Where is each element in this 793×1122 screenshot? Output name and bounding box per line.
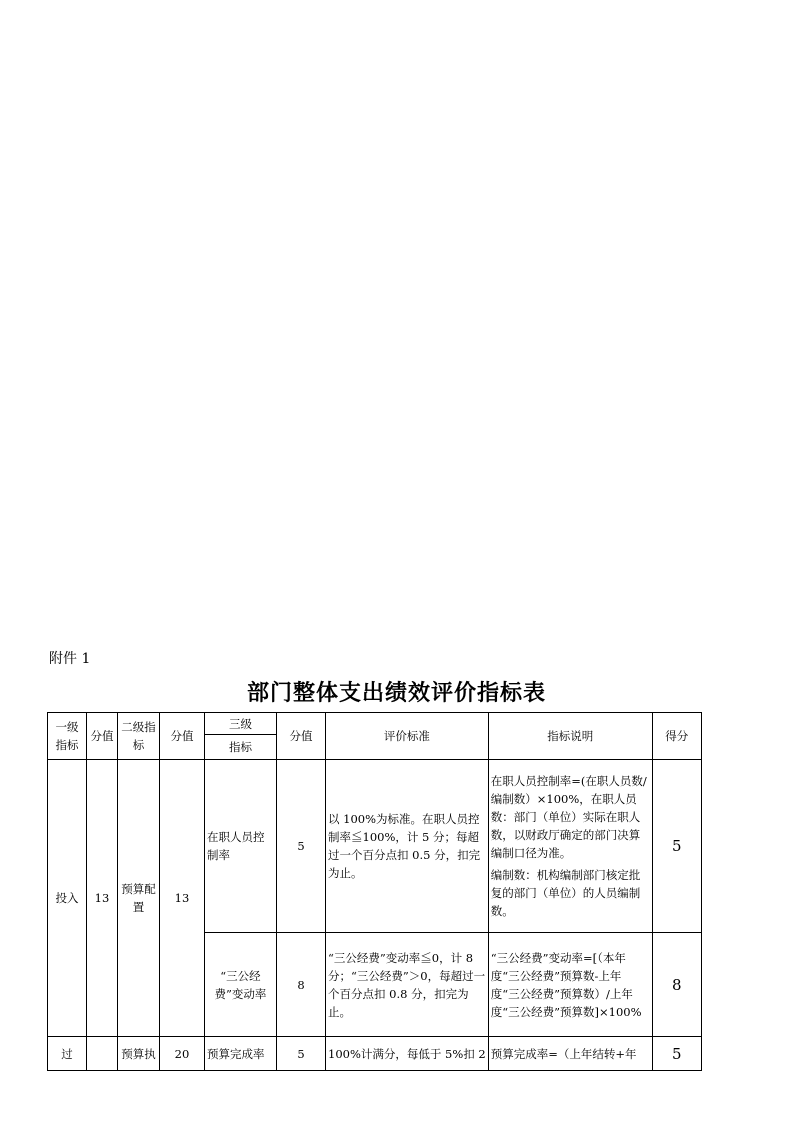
indicator-table	[47, 712, 702, 1071]
table-row	[48, 760, 702, 933]
row-score2: 20	[160, 1037, 205, 1071]
row-result: 5	[652, 1037, 701, 1071]
row-score2: 13	[160, 760, 205, 1037]
row-explanation	[488, 760, 652, 933]
header-level2: 二级指 标	[118, 713, 160, 760]
row-level3: 预算完成率	[205, 1037, 277, 1071]
header-row	[48, 713, 702, 735]
attachment-label: 附件 1	[49, 651, 91, 667]
row-criteria: “三公经费”变动率≦0，计 8 分；“三公经费”＞0，每超过一个百分点扣 0.8 分，扣完为止。	[326, 933, 489, 1037]
document-title: 部门整体支出绩效评价指标表	[246, 681, 546, 706]
row-level1: 过	[48, 1037, 87, 1071]
table-row	[48, 1037, 702, 1071]
header-level1: 一级 指标	[48, 713, 87, 760]
header-level3-bottom: 指标	[205, 735, 277, 760]
header-score1: 分值	[87, 713, 118, 760]
header-score3: 分值	[277, 713, 326, 760]
row-level2: 预算执	[118, 1037, 160, 1071]
row-level3: “三公经 费”变动率	[205, 933, 277, 1037]
header-criteria: 评价标准	[326, 713, 489, 760]
row-score3: 5	[277, 1037, 326, 1071]
explanation-paragraph: 在职人员控制率=(在职人员数/编制数）×100%，在职人员数：部门（单位）实际在职人数，以财政厅确定的部门决算编制口径为准。	[490, 774, 647, 860]
row-score1: 13	[87, 760, 118, 1037]
header-result: 得分	[652, 713, 701, 760]
header-explanation: 指标说明	[488, 713, 652, 760]
row-explanation: 预算完成率=（上年结转+年	[488, 1037, 652, 1071]
row-level3: 在职人员控 制率	[205, 760, 277, 933]
header-level3-top: 三级	[205, 713, 277, 735]
row-result: 5	[652, 760, 701, 933]
row-explanation: “三公经费”变动率=[（本年度“三公经费”预算数-上年度“三公经费”预算数）/上年度“三公经费”预算数]×100%	[488, 933, 652, 1037]
row-criteria: 100%计满分，每低于 5%扣 2	[326, 1037, 489, 1071]
header-score2: 分值	[160, 713, 205, 760]
row-level2: 预算配 置	[118, 760, 160, 1037]
row-criteria: 以 100%为标准。在职人员控制率≦100%，计 5 分；每超过一个百分点扣 0.5 分，扣完为止。	[326, 760, 489, 933]
row-level1: 投入	[48, 760, 87, 1037]
row-score3: 5	[277, 760, 326, 933]
row-score1	[87, 1037, 118, 1071]
row-result: 8	[652, 933, 701, 1037]
row-score3: 8	[277, 933, 326, 1037]
explanation-paragraph: 编制数：机构编制部门核定批复的部门（单位）的人员编制数。	[490, 868, 641, 918]
